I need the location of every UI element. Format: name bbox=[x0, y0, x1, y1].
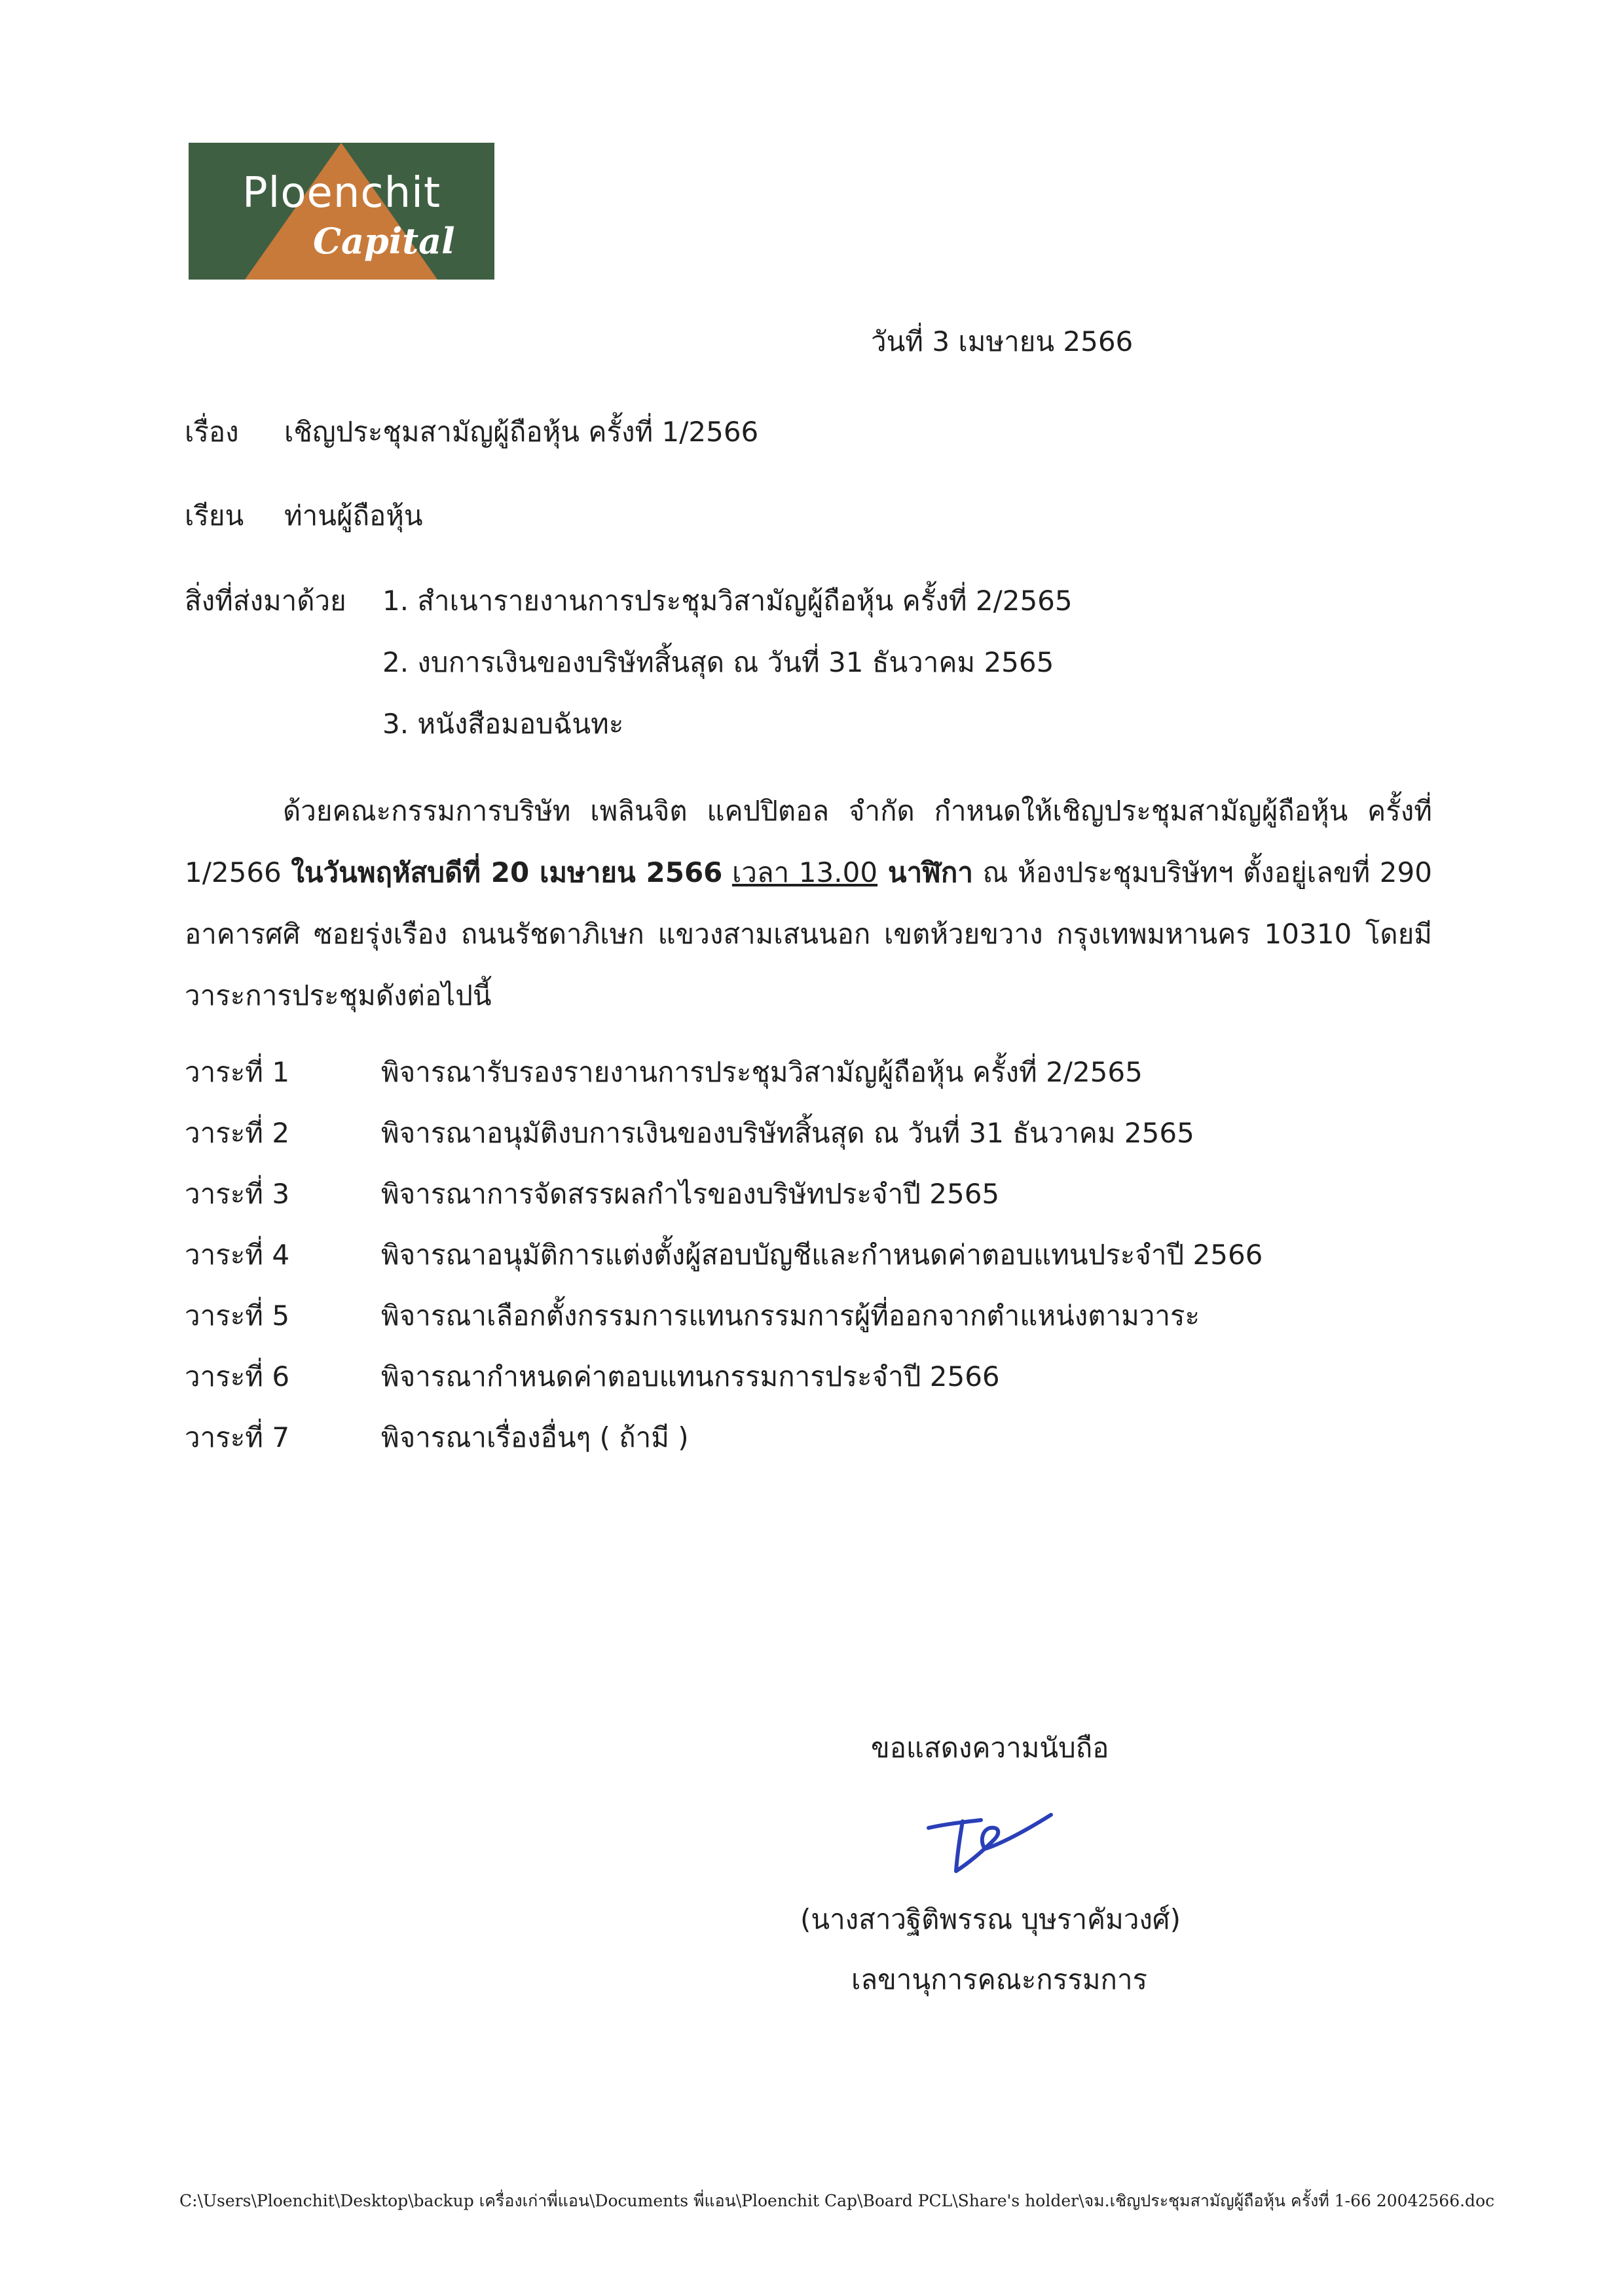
agenda-item bbox=[185, 1237, 1429, 1273]
agenda-number: วาระที่ 5 bbox=[185, 1300, 290, 1332]
agenda-number: วาระที่ 4 bbox=[185, 1239, 290, 1271]
signer-name: (นางสาวฐิติพรรณ บุษราคัมวงศ์) bbox=[800, 1903, 1181, 1935]
body-text-1: ด้วยคณะกรรมการบริษัท เพลินจิต แคปปิตอล จำกัด กำหนดให้เชิญประชุมสามัญผู้ถือหุ้น ครั้งที่ 1/2566 bbox=[185, 795, 1432, 888]
agenda-text: พิจารณากำหนดค่าตอบแทนกรรมการประจำปี 2566 bbox=[381, 1360, 1000, 1393]
agenda-text: พิจารณาการจัดสรรผลกำไรของบริษัทประจำปี 2565 bbox=[381, 1178, 1000, 1210]
subject-label: เรื่อง bbox=[185, 416, 239, 448]
recipient-text: ท่านผู้ถือหุ้น bbox=[284, 500, 423, 532]
agenda-number: วาระที่ 1 bbox=[185, 1056, 290, 1088]
enclosures-label: สิ่งที่ส่งมาด้วย bbox=[185, 585, 346, 617]
meeting-time-unit: นาฬิกา bbox=[877, 856, 973, 888]
agenda-number: วาระที่ 6 bbox=[185, 1360, 290, 1393]
enclosure-item: 2. งบการเงินของบริษัทสิ้นสุด ณ วันที่ 31 ธันวาคม 2565 bbox=[382, 646, 1054, 678]
agenda-number: วาระที่ 3 bbox=[185, 1178, 290, 1210]
signer-title: เลขานุการคณะกรรมการ bbox=[851, 1963, 1148, 1995]
body-paragraph bbox=[185, 780, 1432, 1027]
agenda-item bbox=[185, 1419, 1429, 1456]
recipient-label: เรียน bbox=[185, 500, 244, 532]
agenda-item bbox=[185, 1298, 1429, 1334]
agenda-item bbox=[185, 1358, 1429, 1395]
body-text-2: ณ ห้องประชุมบริษัทฯ ตั้งอยู่เลขที่ 290 อาคารศศิ ซอยรุ่งเรือง ถนนรัชดาภิเษก แขวงสามเสนนอก เขตห้วยขวาง กรุงเทพมหานคร 10310 โดยมีวาระการประชุมดังต่อไปนี้ bbox=[185, 856, 1432, 1011]
subject-text: เชิญประชุมสามัญผู้ถือหุ้น ครั้งที่ 1/2566 bbox=[284, 416, 759, 448]
letter-date: วันที่ 3 เมษายน 2566 bbox=[871, 325, 1134, 357]
company-logo bbox=[189, 143, 494, 280]
signature-icon bbox=[917, 1800, 1061, 1879]
meeting-time: เวลา 13.00 bbox=[731, 856, 878, 888]
agenda-text: พิจารณาเลือกตั้งกรรมการแทนกรรมการผู้ที่ออกจากตำแหน่งตามวาระ bbox=[381, 1300, 1200, 1332]
enclosure-item: 3. หนังสือมอบฉันทะ bbox=[382, 708, 624, 740]
logo-name: Ploenchit bbox=[242, 169, 441, 217]
agenda-item bbox=[185, 1054, 1429, 1091]
agenda-text: พิจารณาอนุมัติงบการเงินของบริษัทสิ้นสุด ณ วันที่ 31 ธันวาคม 2565 bbox=[381, 1117, 1194, 1149]
footer-file-path: C:\Users\Ploenchit\Desktop\backup เครื่องเก่าพี่แอน\Documents พี่แอน\Ploenchit Cap\Board PCL\Share's holder\จม.เชิญประชุมสามัญผู้ถือหุ้น ครั้งที่ 1-66 20042566.doc bbox=[179, 2191, 1495, 2210]
agenda-item bbox=[185, 1115, 1429, 1152]
closing-text: ขอแสดงความนับถือ bbox=[871, 1732, 1109, 1764]
enclosure-item: 1. สำเนารายงานการประชุมวิสามัญผู้ถือหุ้น ครั้งที่ 2/2565 bbox=[382, 585, 1073, 617]
agenda-item bbox=[185, 1176, 1429, 1212]
agenda-text: พิจารณาเรื่องอื่นๆ ( ถ้ามี ) bbox=[381, 1421, 689, 1453]
agenda-number: วาระที่ 2 bbox=[185, 1117, 290, 1149]
logo-subtitle: Capital bbox=[313, 220, 455, 262]
agenda-text: พิจารณาอนุมัติการแต่งตั้งผู้สอบบัญชีและกำหนดค่าตอบแทนประจำปี 2566 bbox=[381, 1239, 1263, 1271]
agenda-text: พิจารณารับรองรายงานการประชุมวิสามัญผู้ถือหุ้น ครั้งที่ 2/2565 bbox=[381, 1056, 1143, 1088]
meeting-date: ในวันพฤหัสบดีที่ 20 เมษายน 2566 bbox=[291, 856, 723, 888]
agenda-number: วาระที่ 7 bbox=[185, 1421, 290, 1453]
